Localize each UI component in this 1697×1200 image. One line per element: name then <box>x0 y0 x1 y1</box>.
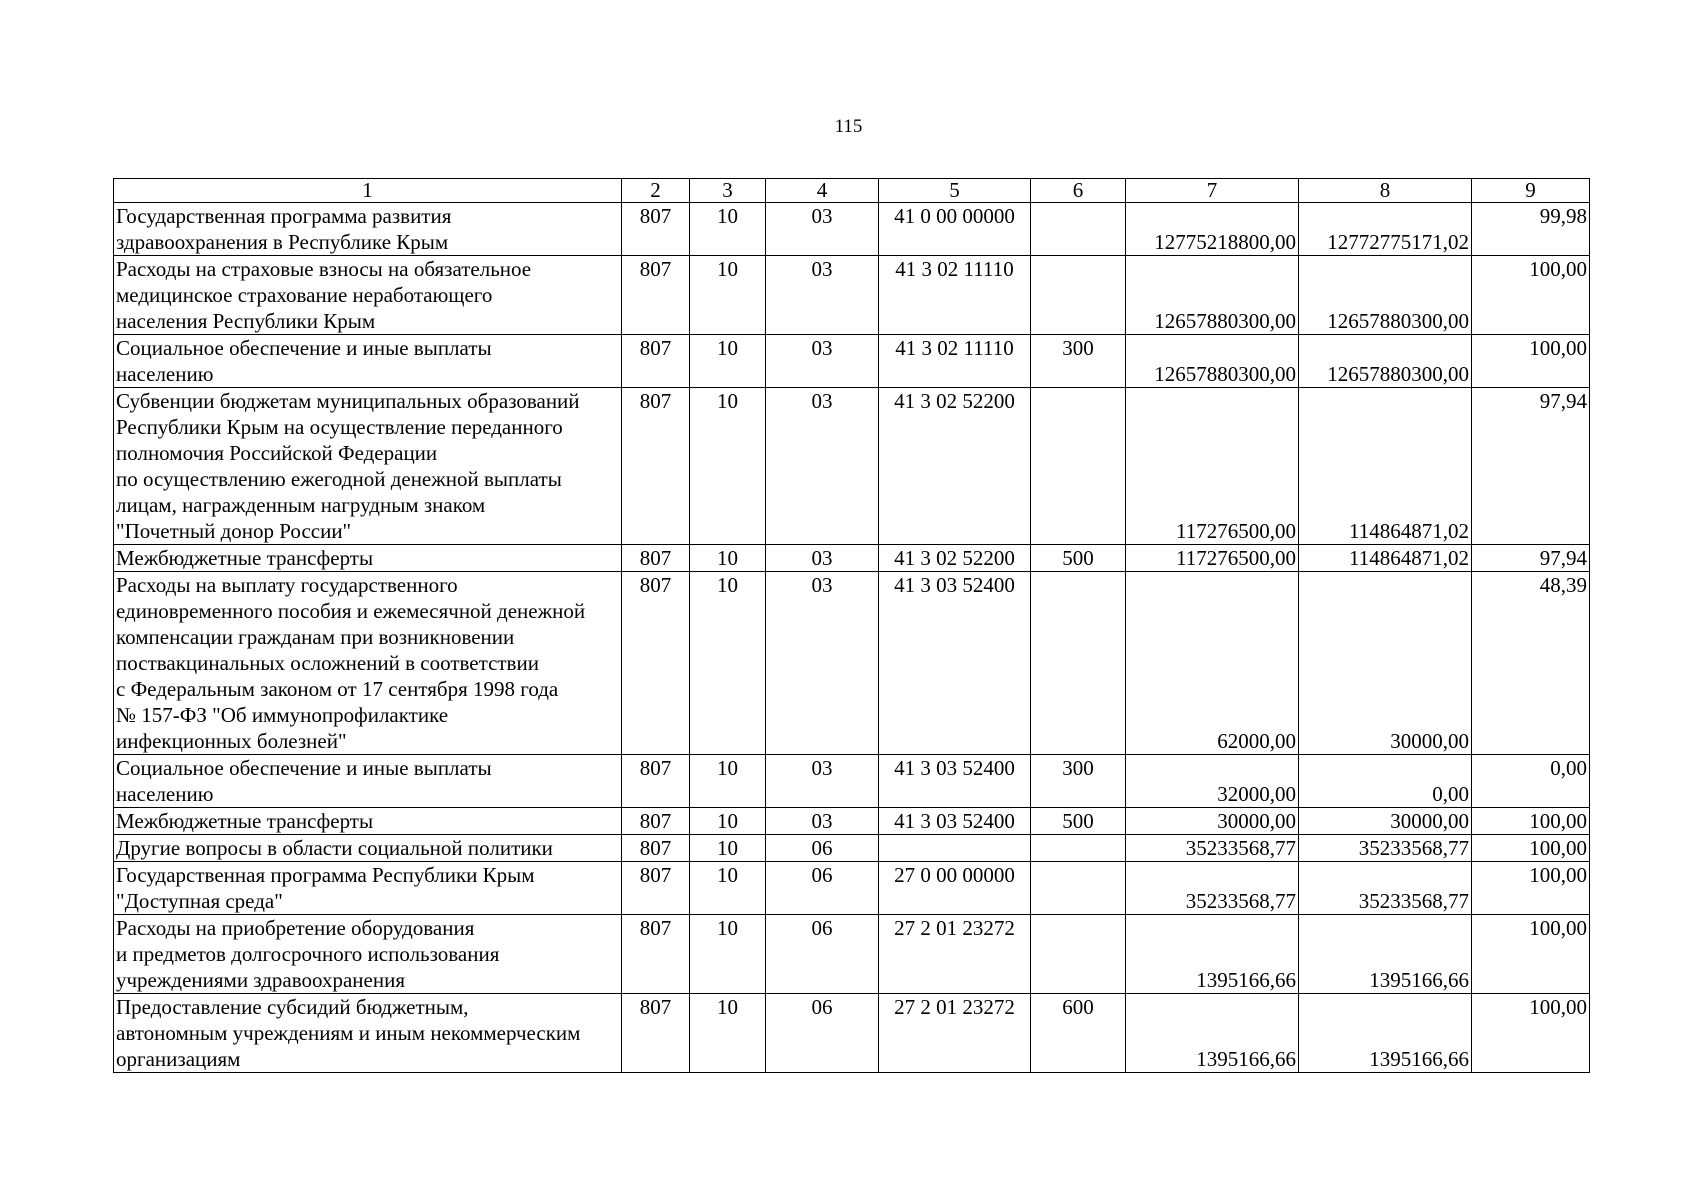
column-header: 5 <box>879 179 1031 203</box>
cell-planned-amount: 62000,00 <box>1126 572 1299 755</box>
table-row <box>114 388 1590 545</box>
cell-item-name <box>114 915 622 994</box>
item-name-line: Межбюджетные трансферты <box>116 546 374 570</box>
cell-item-name <box>114 256 622 335</box>
cell-execution-percent: 100,00 <box>1472 915 1590 994</box>
table-row <box>114 835 1590 862</box>
cell-section: 10 <box>690 755 766 808</box>
item-name-line: "Доступная среда" <box>116 889 283 913</box>
cell-execution-percent: 97,94 <box>1472 388 1590 545</box>
cell-subsection: 06 <box>766 862 879 915</box>
item-name-line: поствакцинальных осложнений в соответствии <box>116 651 539 675</box>
cell-section: 10 <box>690 835 766 862</box>
cell-executed-amount: 12657880300,00 <box>1299 256 1472 335</box>
cell-section: 10 <box>690 862 766 915</box>
cell-target-article <box>879 835 1031 862</box>
table-row <box>114 203 1590 256</box>
item-name-line: № 157-ФЗ "Об иммунопрофилактике <box>116 703 449 727</box>
cell-execution-percent: 100,00 <box>1472 256 1590 335</box>
item-name-line: Расходы на страховые взносы на обязательное <box>116 257 532 281</box>
cell-expense-type <box>1031 835 1126 862</box>
table-body <box>114 179 1590 1073</box>
cell-planned-amount: 35233568,77 <box>1126 862 1299 915</box>
cell-planned-amount: 12775218800,00 <box>1126 203 1299 256</box>
column-header: 7 <box>1126 179 1299 203</box>
item-name-line: и предметов долгосрочного использования <box>116 942 500 966</box>
item-name-line: медицинское страхование неработающего <box>116 283 493 307</box>
cell-admin-code: 807 <box>622 203 690 256</box>
cell-item-name <box>114 335 622 388</box>
cell-planned-amount: 12657880300,00 <box>1126 256 1299 335</box>
cell-planned-amount: 30000,00 <box>1126 808 1299 835</box>
table-row <box>114 335 1590 388</box>
cell-section: 10 <box>690 388 766 545</box>
item-name-line: лицам, награжденным нагрудным знаком <box>116 493 486 517</box>
cell-executed-amount: 1395166,66 <box>1299 915 1472 994</box>
item-name-line: здравоохранения в Республике Крым <box>116 230 449 254</box>
cell-target-article: 41 3 03 52400 <box>879 755 1031 808</box>
cell-section: 10 <box>690 256 766 335</box>
item-name-line: с Федеральным законом от 17 сентября 1998 года <box>116 677 559 701</box>
cell-subsection: 03 <box>766 335 879 388</box>
cell-section: 10 <box>690 915 766 994</box>
cell-execution-percent: 100,00 <box>1472 994 1590 1073</box>
cell-item-name <box>114 545 622 572</box>
cell-executed-amount: 30000,00 <box>1299 808 1472 835</box>
item-name-line: Расходы на приобретение оборудования <box>116 916 475 940</box>
cell-item-name <box>114 755 622 808</box>
item-name-line: населению <box>116 362 214 386</box>
item-name-line: Межбюджетные трансферты <box>116 809 374 833</box>
cell-admin-code: 807 <box>622 256 690 335</box>
column-header: 4 <box>766 179 879 203</box>
cell-target-article: 41 3 02 11110 <box>879 335 1031 388</box>
cell-target-article: 41 0 00 00000 <box>879 203 1031 256</box>
cell-admin-code: 807 <box>622 335 690 388</box>
cell-execution-percent: 99,98 <box>1472 203 1590 256</box>
cell-expense-type: 500 <box>1031 545 1126 572</box>
cell-subsection: 03 <box>766 572 879 755</box>
cell-executed-amount: 0,00 <box>1299 755 1472 808</box>
table-row <box>114 545 1590 572</box>
item-name-line: компенсации гражданам при возникновении <box>116 625 515 649</box>
cell-subsection: 06 <box>766 994 879 1073</box>
budget-table <box>113 178 1590 1073</box>
cell-expense-type <box>1031 388 1126 545</box>
cell-execution-percent: 97,94 <box>1472 545 1590 572</box>
cell-execution-percent: 48,39 <box>1472 572 1590 755</box>
cell-item-name <box>114 808 622 835</box>
cell-expense-type <box>1031 915 1126 994</box>
column-header: 2 <box>622 179 690 203</box>
cell-subsection: 03 <box>766 256 879 335</box>
cell-admin-code: 807 <box>622 545 690 572</box>
table-header-row <box>114 179 1590 203</box>
cell-subsection: 06 <box>766 915 879 994</box>
cell-executed-amount: 114864871,02 <box>1299 545 1472 572</box>
item-name-line: Социальное обеспечение и иные выплаты <box>116 336 492 360</box>
cell-expense-type: 500 <box>1031 808 1126 835</box>
cell-planned-amount: 12657880300,00 <box>1126 335 1299 388</box>
cell-section: 10 <box>690 994 766 1073</box>
cell-admin-code: 807 <box>622 388 690 545</box>
item-name-line: Другие вопросы в области социальной политики <box>116 836 553 860</box>
item-name-line: единовременного пособия и ежемесячной денежной <box>116 599 586 623</box>
cell-subsection: 03 <box>766 203 879 256</box>
cell-expense-type <box>1031 256 1126 335</box>
cell-expense-type <box>1031 862 1126 915</box>
cell-executed-amount: 30000,00 <box>1299 572 1472 755</box>
item-name-line: Субвенции бюджетам муниципальных образований <box>116 389 580 413</box>
cell-section: 10 <box>690 335 766 388</box>
item-name-line: по осуществлению ежегодной денежной выплаты <box>116 467 562 491</box>
column-header: 6 <box>1031 179 1126 203</box>
cell-execution-percent: 100,00 <box>1472 808 1590 835</box>
cell-expense-type: 600 <box>1031 994 1126 1073</box>
table-row <box>114 755 1590 808</box>
item-name-line: учреждениями здравоохранения <box>116 968 405 992</box>
column-header: 1 <box>114 179 622 203</box>
cell-target-article: 27 0 00 00000 <box>879 862 1031 915</box>
cell-subsection: 06 <box>766 835 879 862</box>
cell-item-name <box>114 835 622 862</box>
cell-expense-type <box>1031 572 1126 755</box>
cell-section: 10 <box>690 808 766 835</box>
cell-planned-amount: 1395166,66 <box>1126 915 1299 994</box>
item-name-line: организациям <box>116 1047 241 1071</box>
table-row <box>114 915 1590 994</box>
cell-execution-percent: 100,00 <box>1472 862 1590 915</box>
item-name-line: Предоставление субсидий бюджетным, <box>116 995 469 1019</box>
cell-expense-type: 300 <box>1031 335 1126 388</box>
item-name-line: Расходы на выплату государственного <box>116 573 458 597</box>
cell-target-article: 27 2 01 23272 <box>879 915 1031 994</box>
cell-execution-percent: 100,00 <box>1472 335 1590 388</box>
cell-item-name <box>114 572 622 755</box>
cell-target-article: 41 3 02 52200 <box>879 388 1031 545</box>
column-header: 3 <box>690 179 766 203</box>
cell-item-name <box>114 862 622 915</box>
cell-executed-amount: 1395166,66 <box>1299 994 1472 1073</box>
cell-admin-code: 807 <box>622 994 690 1073</box>
item-name-line: населения Республики Крым <box>116 309 376 333</box>
item-name-line: Социальное обеспечение и иные выплаты <box>116 756 492 780</box>
cell-admin-code: 807 <box>622 835 690 862</box>
cell-item-name <box>114 388 622 545</box>
table-row <box>114 862 1590 915</box>
cell-admin-code: 807 <box>622 808 690 835</box>
cell-target-article: 41 3 02 52200 <box>879 545 1031 572</box>
cell-executed-amount: 12657880300,00 <box>1299 335 1472 388</box>
cell-admin-code: 807 <box>622 915 690 994</box>
item-name-line: "Почетный донор России" <box>116 519 352 543</box>
item-name-line: инфекционных болезней" <box>116 729 347 753</box>
cell-subsection: 03 <box>766 755 879 808</box>
cell-expense-type: 300 <box>1031 755 1126 808</box>
cell-section: 10 <box>690 572 766 755</box>
cell-target-article: 41 3 03 52400 <box>879 808 1031 835</box>
cell-item-name <box>114 994 622 1073</box>
column-header: 8 <box>1299 179 1472 203</box>
column-header: 9 <box>1472 179 1590 203</box>
cell-section: 10 <box>690 545 766 572</box>
cell-admin-code: 807 <box>622 755 690 808</box>
cell-subsection: 03 <box>766 545 879 572</box>
cell-target-article: 41 3 02 11110 <box>879 256 1031 335</box>
cell-target-article: 27 2 01 23272 <box>879 994 1031 1073</box>
cell-admin-code: 807 <box>622 862 690 915</box>
cell-planned-amount: 117276500,00 <box>1126 545 1299 572</box>
cell-section: 10 <box>690 203 766 256</box>
item-name-line: Государственная программа Республики Крым <box>116 863 535 887</box>
item-name-line: Государственная программа развития <box>116 204 452 228</box>
table-row <box>114 256 1590 335</box>
cell-subsection: 03 <box>766 808 879 835</box>
cell-target-article: 41 3 03 52400 <box>879 572 1031 755</box>
cell-execution-percent: 100,00 <box>1472 835 1590 862</box>
item-name-line: автономным учреждениям и иным некоммерческим <box>116 1021 581 1045</box>
item-name-line: полномочия Российской Федерации <box>116 441 438 465</box>
table-row <box>114 808 1590 835</box>
cell-executed-amount: 35233568,77 <box>1299 835 1472 862</box>
item-name-line: населению <box>116 782 214 806</box>
table-row <box>114 994 1590 1073</box>
table-row <box>114 572 1590 755</box>
cell-admin-code: 807 <box>622 572 690 755</box>
cell-executed-amount: 12772775171,02 <box>1299 203 1472 256</box>
cell-expense-type <box>1031 203 1126 256</box>
cell-item-name <box>114 203 622 256</box>
cell-executed-amount: 114864871,02 <box>1299 388 1472 545</box>
cell-planned-amount: 1395166,66 <box>1126 994 1299 1073</box>
cell-executed-amount: 35233568,77 <box>1299 862 1472 915</box>
cell-planned-amount: 117276500,00 <box>1126 388 1299 545</box>
cell-execution-percent: 0,00 <box>1472 755 1590 808</box>
cell-planned-amount: 32000,00 <box>1126 755 1299 808</box>
page-number: 115 <box>834 116 863 137</box>
cell-subsection: 03 <box>766 388 879 545</box>
item-name-line: Республики Крым на осуществление переданного <box>116 415 563 439</box>
cell-planned-amount: 35233568,77 <box>1126 835 1299 862</box>
